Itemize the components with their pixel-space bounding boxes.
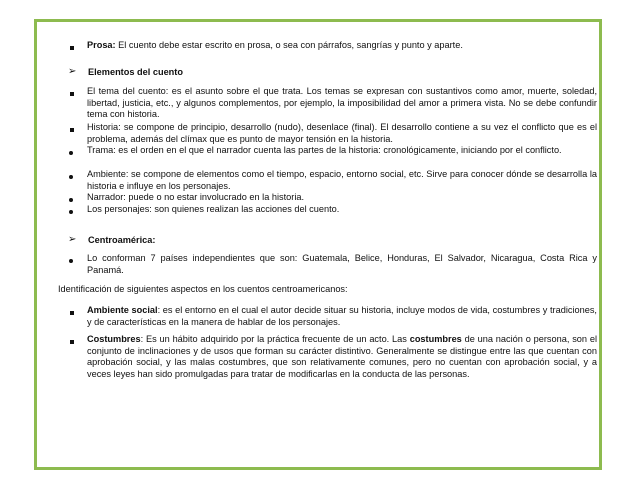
square-bullet-icon bbox=[70, 311, 74, 315]
prosa-label: Prosa: bbox=[87, 40, 116, 50]
arrow-bullet-icon: ➢ bbox=[68, 234, 77, 245]
costumbres-bold: costumbres bbox=[409, 334, 462, 344]
costumbres-text-b: de una nación o persona, son el conjunto de inclinaciones y de usos que forman su carácter distintivo. Generalmente se distingue entre las que cuentan con aprobación social, y las malas costumbres, que son relativamente comunes, pero no cuentan con aprobación social, y a veces leyes han sido promulgadas para tratar de modificarlas en la conducta de las personas. bbox=[87, 334, 597, 379]
costumbres-text-a: : Es un hábito adquirido por la práctica frecuente de un acto. Las bbox=[140, 334, 410, 344]
prosa-text: El cuento debe estar escrito en prosa, o sea con párrafos, sangrías y punto y aparte. bbox=[115, 40, 463, 50]
prosa-item bbox=[87, 40, 597, 52]
square-bullet-icon bbox=[70, 46, 74, 50]
round-bullet-icon bbox=[69, 259, 73, 263]
elemento-personajes: Los personajes: son quienes realizan las acciones del cuento. bbox=[87, 204, 340, 214]
elemento-tema: El tema del cuento: es el asunto sobre el que trata. Los temas se expresan con sustantivos como amor, muerte, soledad, libertad, justicia, etc., y algunos complementos, por ejemplo, la imposibilidad del amor a primera vista. No se debe confundir tema con historia. bbox=[87, 86, 597, 120]
round-bullet-icon bbox=[69, 175, 73, 179]
centroamerica-text: Lo conforman 7 países independientes que son: Guatemala, Belice, Honduras, El Salvador, Nicaragua, Costa Rica y Panamá. bbox=[87, 253, 597, 275]
round-bullet-icon bbox=[69, 198, 73, 202]
square-bullet-icon bbox=[70, 128, 74, 132]
costumbres-label: Costumbres bbox=[87, 334, 141, 344]
elemento-trama: Trama: es el orden en el que el narrador cuenta las partes de la historia: cronológicamente, iniciando por el conflicto. bbox=[87, 145, 562, 155]
ambiente-social-text: : es el entorno en el cual el autor decide situar su historia, incluye modos de vida, costumbres y tradiciones, y de características en la manera de hablar de los personajes. bbox=[87, 305, 597, 327]
identificacion-text: Identificación de siguientes aspectos en los cuentos centroamericanos: bbox=[58, 284, 348, 294]
square-bullet-icon bbox=[70, 340, 74, 344]
round-bullet-icon bbox=[69, 151, 73, 155]
round-bullet-icon bbox=[69, 210, 73, 214]
elementos-heading: Elementos del cuento bbox=[88, 67, 183, 77]
ambiente-social-item bbox=[87, 305, 597, 328]
elemento-narrador: Narrador: puede o no estar involucrado en la historia. bbox=[87, 192, 305, 202]
elemento-historia: Historia: se compone de principio, desarrollo (nudo), desenlace (final). El desarrollo contiene a su vez el conflicto que es el problema, además del clímax que es punto de mayor tensión en la historia. bbox=[87, 122, 597, 144]
square-bullet-icon bbox=[70, 92, 74, 96]
elemento-ambiente: Ambiente: se compone de elementos como el tiempo, espacio, entorno social, etc. Sirve para conocer dónde se desarrolla la historia e influye en los personajes. bbox=[87, 169, 597, 191]
costumbres-item bbox=[87, 334, 597, 380]
centroamerica-heading: Centroamérica: bbox=[88, 235, 156, 245]
ambiente-social-label: Ambiente social bbox=[87, 305, 158, 315]
arrow-bullet-icon: ➢ bbox=[68, 66, 77, 77]
